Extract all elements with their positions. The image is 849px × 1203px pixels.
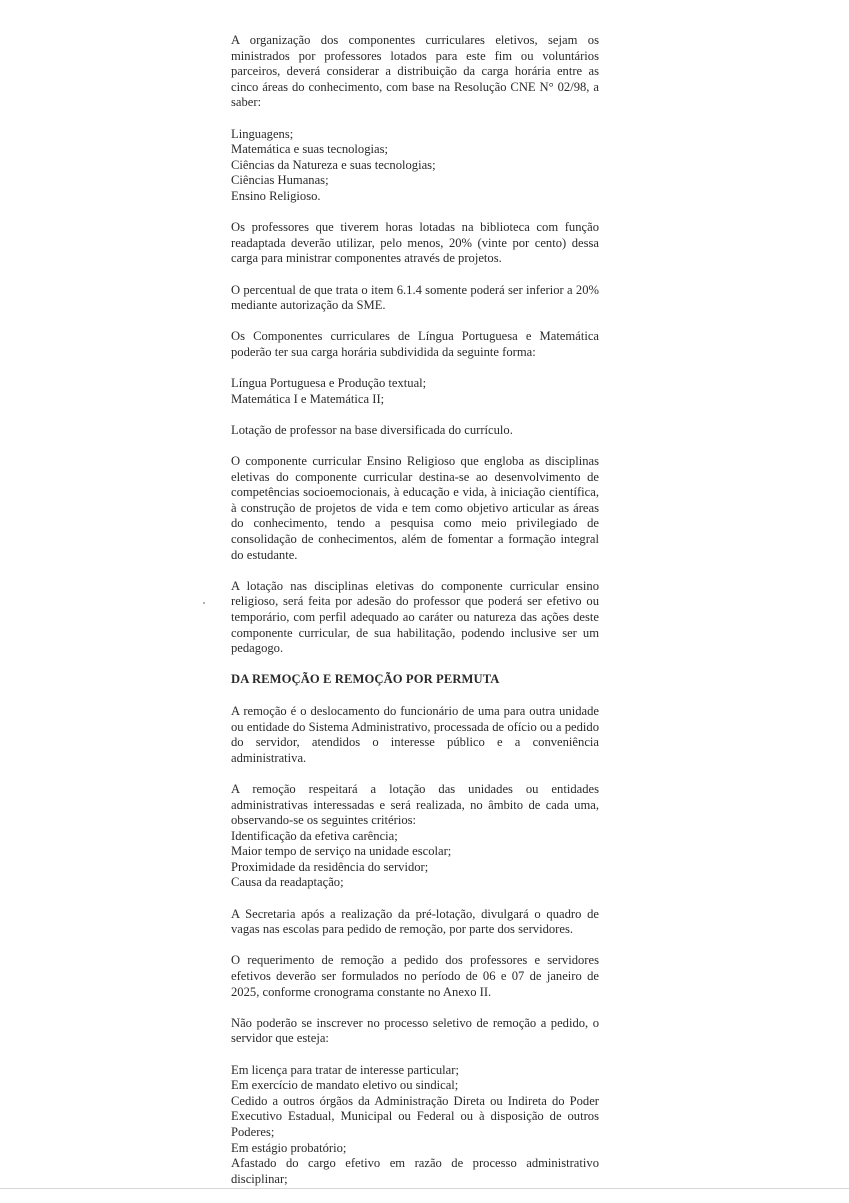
scan-speck — [203, 602, 205, 604]
paragraph-remocao-definicao: A remoção é o deslocamento do funcionário de uma para outra unidade ou entidade do Sistema Administrativo, processada de ofício ou a pedido do servidor, atendidos o interesse público e a conveniência administrativa. — [231, 703, 599, 765]
paragraph-ensino-religioso: O componente curricular Ensino Religioso que engloba as disciplinas eletivas do componente curricular destina-se ao desenvolvimento de competências socioemocionais, à educação e vida, à iniciação científica, à construção de projetos de vida e tem como objetivo articular as áreas do conhecimento, tendo a pesquisa como meio privilegiado de consolidação de conhecimentos, além de fomentar a formação integral do estudante. — [231, 454, 599, 562]
paragraph-percentual: O percentual de que trata o item 6.1.4 somente poderá ser inferior a 20% mediante autorização da SME. — [231, 282, 599, 313]
document-body — [231, 33, 599, 1203]
paragraph-remocao-criterios: A remoção respeitará a lotação das unidades ou entidades administrativas interessadas e será realizada, no âmbito de cada uma, observando-se os seguintes critérios: — [231, 781, 599, 828]
paragraph-nao-poderao: Não poderão se inscrever no processo seletivo de remoção a pedido, o servidor que esteja: — [231, 1015, 599, 1046]
paragraph-organizacao: A organização dos componentes curriculares eletivos, sejam os ministrados por professores lotados para este fim ou voluntários parceiros, deverá considerar a distribuição da carga horária entre as cinco áreas do conhecimento, com base na Resolução CNE N° 02/98, a saber: — [231, 33, 599, 110]
list-item: Língua Portuguesa e Produção textual; — [231, 376, 427, 391]
paragraph-biblioteca: Os professores que tiverem horas lotadas na biblioteca com função readaptada deverão utilizar, pelo menos, 20% (vinte por cento) dessa carga para ministrar componentes através de projetos. — [231, 220, 599, 266]
list-item: Ciências da Natureza e suas tecnologias; — [231, 157, 436, 172]
list-item: Afastado do cargo efetivo em razão de processo administrativo disciplinar; — [231, 1156, 599, 1186]
list-item: Matemática I e Matemática II; — [231, 391, 385, 406]
list-item: Causa da readaptação; — [231, 875, 344, 890]
list-item: Em exercício de mandato eletivo ou sindical; — [231, 1078, 459, 1093]
section-heading: DA REMOÇÃO E REMOÇÃO POR PERMUTA — [231, 672, 500, 687]
list-item: Em licença para tratar de interesse particular; — [231, 1062, 459, 1077]
list-item: Identificação da efetiva carência; — [231, 828, 398, 843]
list-item: Em estágio probatório; — [231, 1140, 347, 1155]
paragraph-secretaria: A Secretaria após a realização da pré-lotação, divulgará o quadro de vagas nas escolas para pedido de remoção, por parte dos servidores. — [231, 906, 599, 937]
list-item: Linguagens; — [231, 126, 294, 141]
list-item: Maior tempo de serviço na unidade escolar; — [231, 844, 452, 859]
list-item: Proximidade da residência do servidor; — [231, 859, 429, 874]
paragraph-requerimento: O requerimento de remoção a pedido dos professores e servidores efetivos deverão ser formulados no período de 06 e 07 de janeiro de 2025, conforme cronograma constante no Anexo II. — [231, 953, 599, 999]
list-item: Cedido a outros órgãos da Administração Direta ou Indireta do Poder Executivo Estadual, Municipal ou Federal ou à disposição de outros Poderes; — [231, 1093, 599, 1139]
paragraph-componentes: Os Componentes curriculares de Língua Portuguesa e Matemática poderão ter sua carga horária subdividida da seguinte forma: — [231, 329, 599, 359]
knowledge-areas-list — [231, 127, 599, 205]
list-item: Ciências Humanas; — [231, 173, 329, 188]
restrictions-list — [231, 1063, 599, 1188]
subdivisions-list — [231, 376, 599, 407]
list-item: Matemática e suas tecnologias; — [231, 142, 389, 157]
paragraph-lotacao-base: Lotação de professor na base diversificada do currículo. — [231, 422, 513, 437]
criteria-list — [231, 829, 599, 891]
list-item: Ensino Religioso. — [231, 188, 321, 203]
page-bottom-edge — [0, 1188, 849, 1189]
paragraph-lotacao-eletivas: A lotação nas disciplinas eletivas do componente curricular ensino religioso, será feita por adesão do professor que poderá ser efetivo ou temporário, com perfil adequado ao caráter ou natureza das ações deste componente curricular, de sua habilitação, podendo inclusive ser um pedagogo. — [231, 578, 599, 656]
